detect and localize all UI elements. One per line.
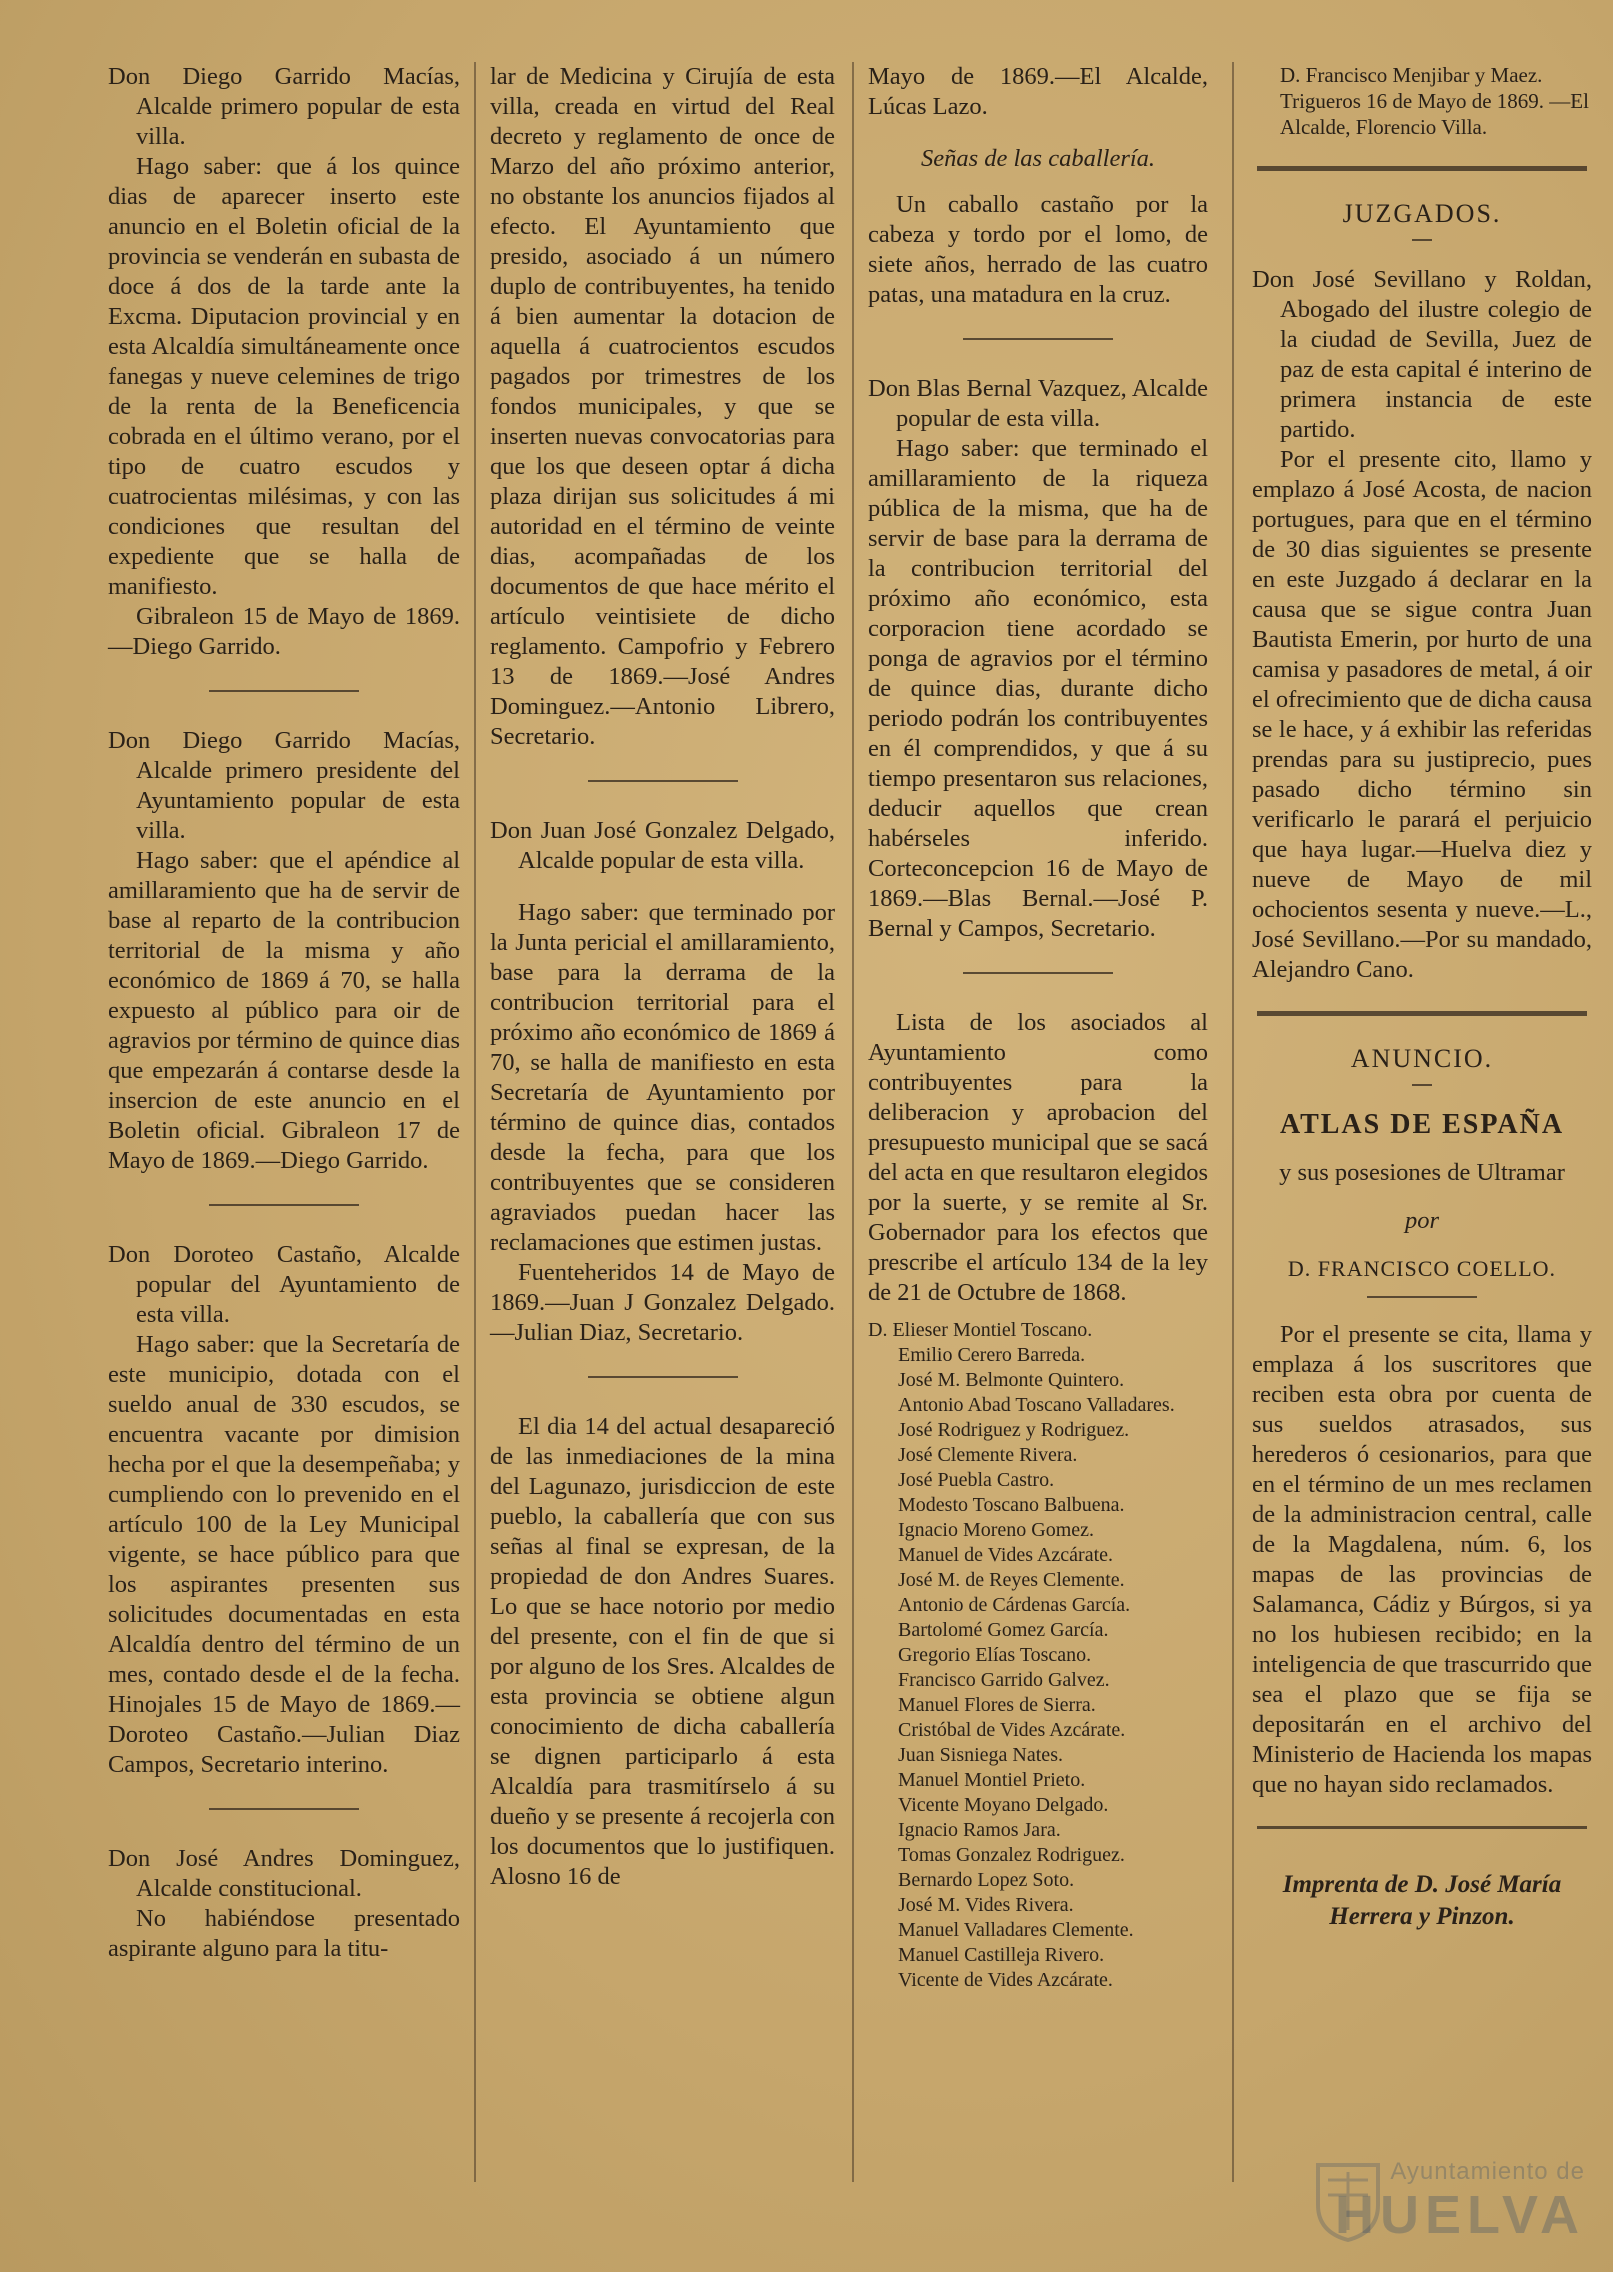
- notice-body: Hago saber: que terminado el amillaramiento de la riqueza pública de la misma, que ha de servir de base para la derrama de la contribucion territorial del próximo año económico, esta corporacion tiene acordado se ponga de agravios por el término de quince dias, durante dicho periodo podrán los contribuyentes en él comprendidos, y que á su tiempo presentaron sus relaciones, deducir aquellos que crean habérseles inferido. Corteconcepcion 16 de Mayo de 1869.—Blas Bernal.—José P. Bernal y Campos, Secretario.: [868, 435, 1208, 942]
- atlas-author: D. FRANCISCO COELLO.: [1287, 1256, 1557, 1281]
- column-3: [868, 62, 1208, 2015]
- list-item: Manuel Flores de Sierra.: [898, 1694, 1096, 1716]
- notice-corteconcepcion: [868, 374, 1208, 944]
- list-item: Francisco Garrido Galvez.: [898, 1669, 1110, 1691]
- separator: [963, 338, 1113, 340]
- separator: [963, 972, 1113, 974]
- column-1: [108, 62, 460, 1986]
- atlas-title: ATLAS DE ESPAÑA: [1279, 1109, 1565, 1140]
- list-item: Antonio Abad Toscano Valladares.: [898, 1394, 1175, 1416]
- notice-body: Hago saber: que la Secretaría de este municipio, dotada con el sueldo anual de 330 escudos, se encuentra vacante por dimision hecha por el que la desempeñaba; y cumpliendo con lo prevenido en el artículo 100 de la Ley Municipal vigente, se hace público para que los aspirantes presenten sus solicitudes documentadas en esta Alcaldía dentro del término de un mes, contado desde el de la fecha. Hinojales 15 de Mayo de 1869.—Doroteo Castaño.—Julian Diaz Campos, Secretario interino.: [108, 1331, 460, 1778]
- list-item: José M. Belmonte Quintero.: [898, 1369, 1125, 1391]
- archive-watermark: [1335, 2158, 1585, 2244]
- separator: [1257, 1011, 1587, 1016]
- list-item: José M. de Reyes Clemente.: [898, 1569, 1125, 1591]
- notice-campofrio-continued: [490, 62, 835, 752]
- notice-header: Don Juan José Gonzalez Delgado, Alcalde popular de esta villa.: [490, 817, 835, 874]
- notice-campofrio: [108, 1844, 460, 1964]
- list-item: Modesto Toscano Balbuena.: [898, 1494, 1125, 1516]
- notice-body: lar de Medicina y Cirujía de esta villa, creada en virtud del Real decreto y reglamento de once de Marzo del año próximo anterior, no obstante los anuncios fijados al efecto. El Ayuntamiento que presido, asociado á un número duplo de contribuyentes, ha tenido á bien aumentar la dotacion de aquella á cuatrocientos escudos pagados por trimestres de los fondos municipales, y que se inserten nuevas convocatorias para que los que deseen optar á dicha plaza dirijan sus solicitudes á mi autoridad en el término de veinte dias, acompañadas de los documentos de que hace mérito el artículo veintisiete de dicho reglamento. Campofrio y Febrero 13 de 1869.—José Andres Dominguez.—Antonio Librero, Secretario.: [490, 63, 835, 750]
- list-item: Gregorio Elías Toscano.: [898, 1644, 1092, 1666]
- list-item: José M. Vides Rivera.: [898, 1894, 1074, 1916]
- notice-alosno: [490, 1412, 835, 1892]
- list-item: Emilio Cerero Barreda.: [898, 1344, 1086, 1366]
- list-item: D. Elieser Montiel Toscano.: [868, 1319, 1093, 1341]
- notice-gibraleon-1: [108, 62, 460, 662]
- list-item: Manuel Castilleja Rivero.: [898, 1944, 1105, 1966]
- notice-header: Don Diego Garrido Macías, Alcalde primero popular de esta villa.: [108, 63, 460, 150]
- notice-body: Por el presente se cita, llama y emplaza á los suscritores que reciben esta obra por cuenta de sus sueldos atrasados, sus herederos ó cesionarios, para que en el término de un mes reclamen de la administracion central, calle de la Magdalena, núm. 6, los mapas de las provincias de Salamanca, Cádiz y Búrgos, si ya no los hubiesen recibido; en la inteligencia de que trascurrido que sea el plazo que se fija se depositarán en el archivo del Ministerio de Hacienda los mapas que no hayan sido reclamados.: [1252, 1321, 1592, 1798]
- list-item: Manuel Montiel Prieto.: [898, 1769, 1086, 1791]
- list-item: Bernardo Lopez Soto.: [898, 1869, 1075, 1891]
- notice-header: Don Diego Garrido Macías, Alcalde primero presidente del Ayuntamiento popular de esta villa.: [108, 727, 460, 844]
- list-item: Juan Sisniega Nates.: [898, 1744, 1063, 1766]
- separator: [1412, 239, 1432, 241]
- notice-body: Hago saber: que el apéndice al amillaramiento que ha de servir de base al reparto de la contribucion territorial de la misma y año económico de 1869 á 70, se halla expuesto al público para oir de agravios por término de quince dias que empezarán á contarse desde la insercion de este anuncio en el Boletin oficial. Gibraleon 17 de Mayo de 1869.—Diego Garrido.: [108, 847, 460, 1174]
- notice-signature: D. Francisco Menjibar y Maez. Trigueros 16 de Mayo de 1869. —El Alcalde, Florencio Villa.: [1280, 63, 1589, 139]
- section-title-anuncio: ANUNCIO.: [1350, 1044, 1494, 1073]
- column-4: [1252, 62, 1592, 1933]
- imprint-line: Imprenta de D. José María: [1282, 1871, 1562, 1898]
- atlas-subtitle: y sus posesiones de Ultramar: [1279, 1159, 1565, 1186]
- list-item: Bartolomé Gomez García.: [898, 1619, 1109, 1641]
- watermark-line: Ayuntamiento de: [1390, 2158, 1585, 2185]
- list-item: Antonio de Cárdenas García.: [898, 1594, 1131, 1616]
- list-item: José Clemente Rivera.: [898, 1444, 1078, 1466]
- column-rule: [1232, 62, 1234, 2182]
- notice-list-asociados: [868, 1008, 1208, 1993]
- atlas-by: por: [1404, 1207, 1440, 1234]
- notice-signature: Fuenteheridos 14 de Mayo de 1869.—Juan J Gonzalez Delgado.—Julian Diaz, Secretario.: [490, 1259, 835, 1346]
- list-item: Ignacio Ramos Jara.: [898, 1819, 1061, 1841]
- list-item: Vicente de Vides Azcárate.: [898, 1969, 1113, 1991]
- notice-gibraleon-2: [108, 726, 460, 1176]
- notice-body: Un caballo castaño por la cabeza y tordo por el lomo, de siete años, herrado de las cuatro patas, una matadura en la cruz.: [868, 191, 1208, 308]
- separator: [209, 1204, 359, 1206]
- imprint-line: Herrera y Pinzon.: [1329, 1903, 1515, 1930]
- list-item: Ignacio Moreno Gomez.: [898, 1519, 1095, 1541]
- list-item: Vicente Moyano Delgado.: [898, 1794, 1109, 1816]
- list-item: José Rodriguez y Rodriguez.: [898, 1419, 1130, 1441]
- separator: [1367, 1296, 1477, 1298]
- list-item: Manuel Valladares Clemente.: [898, 1919, 1134, 1941]
- notice-body: Por el presente cito, llamo y emplazo á José Acosta, de nacion portugues, para que en el término de 30 dias siguientes se presente en este Juzgado á declarar en la causa que se sigue contra Juan Bautista Emerin, por hurto de una camisa y pasadores de metal, á oir el ofrecimiento que de dicha causa se le hace, y á exhibir las referidas prendas para su justiprecio, pues pasado dicho término sin verificarlo le parará el perjuicio que haya lugar.—Huelva diez y nueve de Mayo de mil ochocientos sesenta y nueve.—L., José Sevillano.—Por su mandado, Alejandro Cano.: [1252, 446, 1592, 983]
- column-2: [490, 62, 835, 1914]
- column-rule: [474, 62, 476, 2182]
- notice-signature: Mayo de 1869.—El Alcalde, Lúcas Lazo.: [868, 63, 1208, 120]
- separator: [1257, 166, 1587, 171]
- separator: [1412, 1084, 1432, 1086]
- column-rule: [852, 62, 854, 2182]
- section-title-juzgados: JUZGADOS.: [1342, 199, 1502, 228]
- imprint: [1252, 1869, 1592, 1933]
- notice-signature: Gibraleon 15 de Mayo de 1869.—Diego Garrido.: [108, 603, 460, 660]
- separator: [209, 690, 359, 692]
- list-item: Tomas Gonzalez Rodriguez.: [898, 1844, 1125, 1866]
- notice-body: Lista de los asociados al Ayuntamiento como contribuyentes para la deliberacion y aprobacion del presupuesto municipal que se sacá del acta en que resultaron elegidos por la suerte, y se remite al Sr. Gobernador para los efectos que prescribe el artículo 134 de la ley de 21 de Octubre de 1868.: [868, 1009, 1208, 1306]
- list-item: José Puebla Castro.: [898, 1469, 1055, 1491]
- list-item: Manuel de Vides Azcárate.: [898, 1544, 1114, 1566]
- separator: [209, 1808, 359, 1810]
- notice-header: Don Doroteo Castaño, Alcalde popular del Ayuntamiento de esta villa.: [108, 1241, 460, 1328]
- notice-body: Hago saber: que á los quince dias de aparecer inserto este anuncio en el Boletin oficial de la provincia se venderán en subasta de doce á dos de la tarde ante la Excma. Diputacion provincial y en esta Alcaldía simultáneamente once fanegas y nueve celemines de trigo de la renta de la Beneficencia cobrada en el último verano, por el tipo de cuatro escudos y cuatrocientas milésimas, y con las condiciones que resultan del expediente que se halla de manifiesto.: [108, 153, 460, 600]
- notice-fuenteheridos: [490, 816, 835, 1348]
- watermark-line: HUELVA: [1335, 2185, 1585, 2245]
- separator: [588, 1376, 738, 1378]
- section-subtitle: Señas de las caballería.: [920, 145, 1156, 172]
- notice-body: No habiéndose presentado aspirante alguno para la titu-: [108, 1905, 460, 1962]
- notice-header: Don José Sevillano y Roldan, Abogado del ilustre colegio de la ciudad de Sevilla, Juez de paz de esta capital é interino de primera instancia de este partido.: [1252, 266, 1592, 443]
- names-list: [868, 1318, 1208, 1993]
- notice-hinojales: [108, 1240, 460, 1780]
- separator: [1257, 1826, 1587, 1829]
- notice-alosno-continued: [868, 62, 1208, 310]
- notice-juzgado-huelva: [1252, 265, 1592, 985]
- notice-header: Don José Andres Dominguez, Alcalde constitucional.: [108, 1845, 460, 1902]
- notice-trigueros-continued: [1252, 62, 1592, 140]
- notice-atlas: [1252, 1320, 1592, 1800]
- notice-body: Hago saber: que terminado por la Junta pericial el amillaramiento, base para la derrama de la contribucion territorial para el próximo año económico de 1869 á 70, se halla de manifiesto en esta Secretaría de Ayuntamiento por término de quince dias, contados desde la fecha, para que los contribuyentes que se consideren agraviados puedan hacer las reclamaciones que estimen justas.: [490, 899, 835, 1256]
- notice-body: El dia 14 del actual desapareció de las inmediaciones de la mina del Lagunazo, jurisdiccion de este pueblo, la caballería que con sus señas al final se expresan, de la propiedad de don Andres Suares. Lo que se hace notorio por medio del presente, con el fin de que si por alguno de los Sres. Alcaldes de esta provincia se obtiene algun conocimiento de dicha caballería se dignen participarlo á esta Alcaldía para trasmitírselo á su dueño y se presente á recojerla con los documentos que lo justifiquen. Alosno 16 de: [490, 1413, 835, 1890]
- list-item: Cristóbal de Vides Azcárate.: [898, 1719, 1126, 1741]
- separator: [588, 780, 738, 782]
- notice-header: Don Blas Bernal Vazquez, Alcalde popular de esta villa.: [868, 375, 1208, 432]
